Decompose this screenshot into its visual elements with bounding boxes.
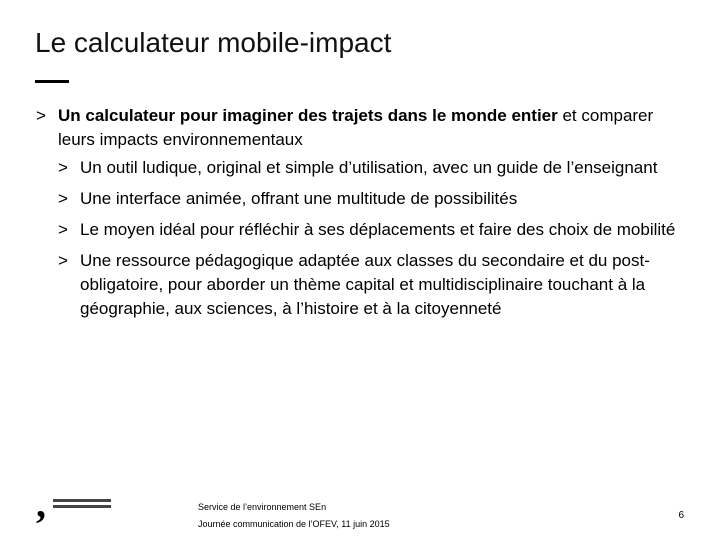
logo-line <box>53 499 111 502</box>
bullet-marker: > <box>58 251 68 270</box>
title-underline <box>35 80 69 83</box>
main-bullet-bold-text: Un calculateur pour imaginer des trajets dans le monde entier <box>58 106 558 125</box>
main-bullet-text: et comparer leurs impacts environnementaux <box>58 106 654 149</box>
bullet-list <box>36 104 686 321</box>
sub-bullet-text: Une ressource pédagogique adaptée aux classes du secondaire et du post-obligatoire, pour aborder un thème capital et multidisciplinaire touchant à la géographie, aux sciences, à l’histoire et à la citoyenneté <box>80 251 650 318</box>
footer-event: Journée communication de l’OFEV, 11 juin 2015 <box>198 519 390 529</box>
comma-mark: , <box>36 481 46 526</box>
sub-bullet-text: Un outil ludique, original et simple d’utilisation, avec un guide de l’enseignant <box>80 158 658 177</box>
slide-title: Le calculateur mobile-impact <box>35 27 392 58</box>
sub-bullet-text: Une interface animée, offrant une multitude de possibilités <box>80 189 518 208</box>
footer <box>198 499 390 533</box>
footer-service: Service de l’environnement SEn <box>198 502 327 512</box>
page-number: 6 <box>678 510 684 521</box>
sub-bullet <box>36 249 686 321</box>
bullet-marker: > <box>36 106 46 125</box>
bullet-marker: > <box>58 189 68 208</box>
bullet-marker: > <box>58 158 68 177</box>
sub-bullet <box>36 156 686 180</box>
bullet-marker: > <box>58 220 68 239</box>
comma-logo-icon <box>36 481 116 526</box>
sub-bullet-text: Le moyen idéal pour réfléchir à ses déplacements et faire des choix de mobilité <box>80 220 676 239</box>
main-bullet <box>36 104 686 152</box>
sub-bullet <box>36 218 686 242</box>
logo-line <box>53 505 111 508</box>
sub-bullet <box>36 187 686 211</box>
